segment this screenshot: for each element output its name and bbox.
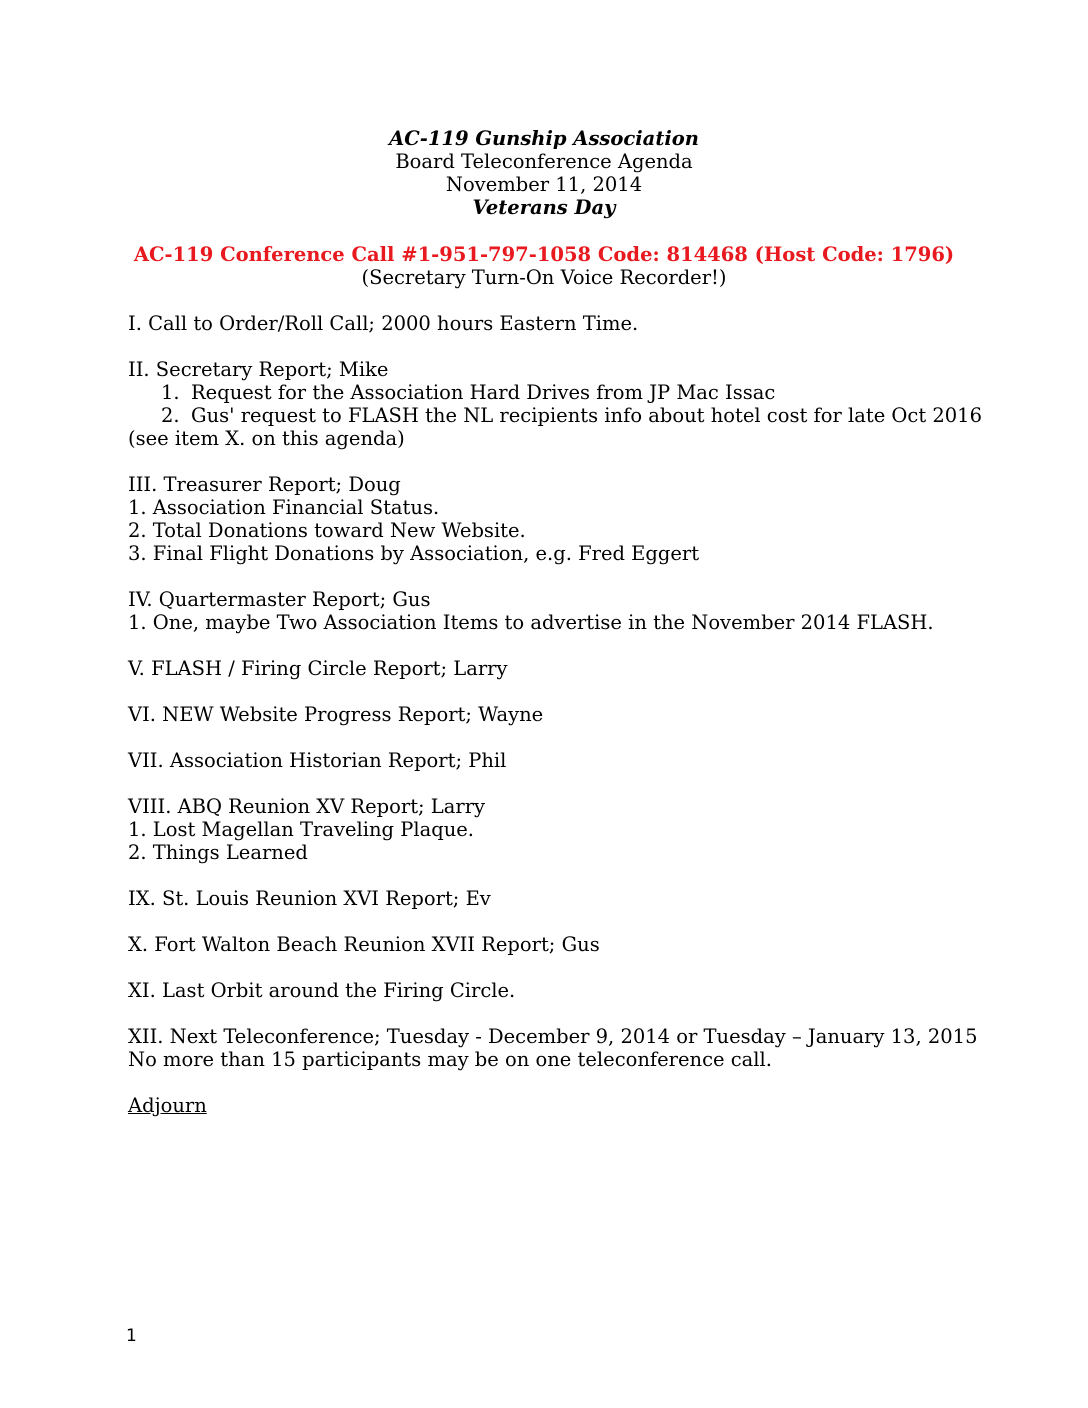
section-title: III. Treasurer Report; Doug — [128, 473, 401, 496]
agenda-section-9 — [128, 887, 988, 910]
conference-call-line: AC-119 Conference Call #1-951-797-1058 Code: 814468 (Host Code: 1796) — [133, 243, 955, 266]
list-item — [128, 381, 988, 404]
agenda-section-1 — [128, 312, 988, 335]
agenda-section-10 — [128, 933, 988, 956]
agenda-section-11 — [128, 979, 988, 1002]
section-title: VII. Association Historian Report; Phil — [128, 749, 507, 772]
list-item: 1. One, maybe Two Association Items to advertise in the November 2014 FLASH. — [128, 611, 934, 634]
item-text: Request for the Association Hard Drives from JP Mac Issac — [191, 381, 776, 404]
meeting-date: November 11, 2014 — [445, 173, 643, 196]
agenda-section-3 — [128, 473, 988, 565]
section-title: IV. Quartermaster Report; Gus — [128, 588, 431, 611]
occasion-title: Veterans Day — [472, 196, 616, 219]
agenda-section-6 — [128, 703, 988, 726]
agenda-section-8 — [128, 795, 988, 864]
section-title: VIII. ABQ Reunion XV Report; Larry — [128, 795, 486, 818]
participant-note: No more than 15 participants may be on one teleconference call. — [128, 1048, 772, 1071]
agenda-section-4 — [128, 588, 988, 634]
item-continuation: (see item X. on this agenda) — [128, 427, 405, 450]
recorder-note: (Secretary Turn-On Voice Recorder!) — [361, 266, 727, 289]
list-item: 3. Final Flight Donations by Association, e.g. Fred Eggert — [128, 542, 700, 565]
item-number: 2. — [161, 404, 180, 427]
adjourn-section — [128, 1094, 988, 1117]
item-text: Gus' request to FLASH the NL recipients info about hotel cost for late Oct 2016 — [191, 404, 982, 427]
agenda-section-2 — [128, 358, 988, 450]
item-number: 1. — [161, 381, 180, 404]
document-header — [0, 127, 1088, 219]
section-title: XI. Last Orbit around the Firing Circle. — [128, 979, 516, 1002]
agenda-section-7 — [128, 749, 988, 772]
section-title: VI. NEW Website Progress Report; Wayne — [128, 703, 544, 726]
conference-call-info — [0, 243, 1088, 289]
section-title: I. Call to Order/Roll Call; 2000 hours Eastern Time. — [128, 312, 639, 335]
agenda-section-5 — [128, 657, 988, 680]
section-title: X. Fort Walton Beach Reunion XVII Report; Gus — [128, 933, 600, 956]
list-item: 1. Lost Magellan Traveling Plaque. — [128, 818, 474, 841]
section-title: IX. St. Louis Reunion XVI Report; Ev — [128, 887, 491, 910]
section-title: II. Secretary Report; Mike — [128, 358, 389, 381]
section-title: XII. Next Teleconference; Tuesday - December 9, 2014 or Tuesday – January 13, 2015 — [128, 1025, 978, 1048]
page-number: 1 — [126, 1326, 137, 1346]
agenda-subtitle: Board Teleconference Agenda — [395, 150, 693, 173]
list-item: 2. Total Donations toward New Website. — [128, 519, 526, 542]
list-item: 1. Association Financial Status. — [128, 496, 440, 519]
list-item — [128, 404, 988, 427]
list-item: 2. Things Learned — [128, 841, 308, 864]
organization-title: AC-119 Gunship Association — [389, 127, 699, 150]
agenda-body — [128, 312, 988, 1140]
section-title: V. FLASH / Firing Circle Report; Larry — [128, 657, 508, 680]
adjourn-label: Adjourn — [128, 1094, 207, 1117]
agenda-section-12 — [128, 1025, 988, 1071]
